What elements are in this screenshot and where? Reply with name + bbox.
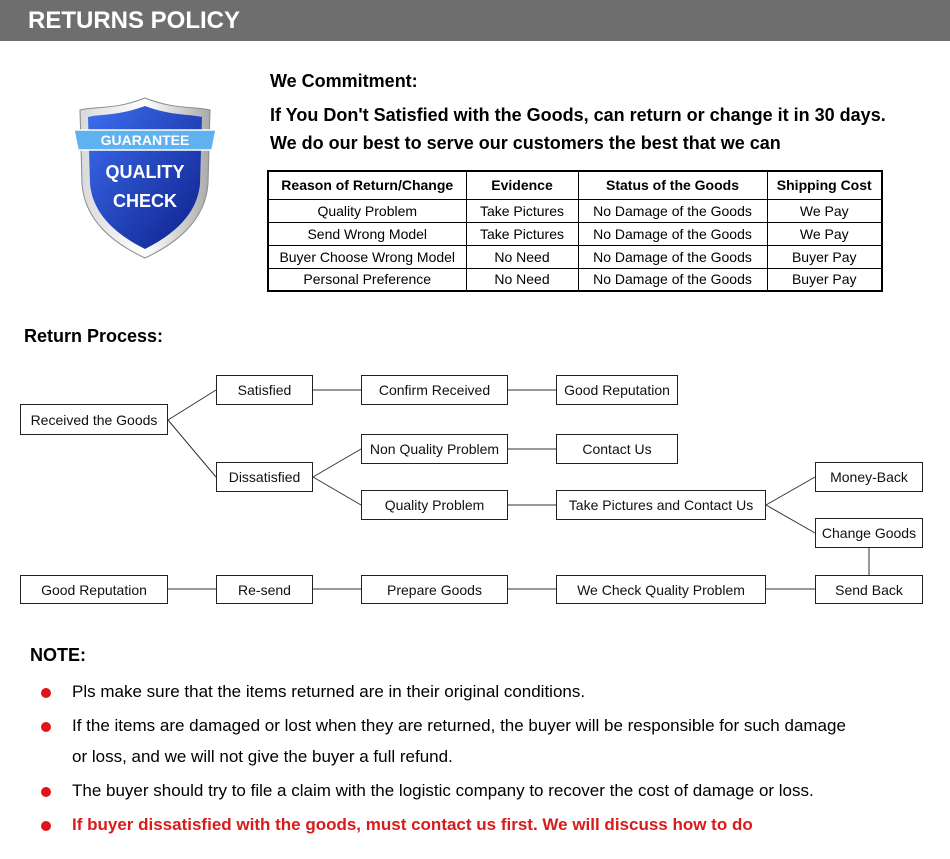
table-cell: No Need bbox=[466, 268, 578, 291]
step-money-back: Money-Back bbox=[815, 462, 923, 492]
table-cell: Quality Problem bbox=[268, 199, 466, 222]
step-we-check-quality: We Check Quality Problem bbox=[556, 575, 766, 604]
step-good-reputation: Good Reputation bbox=[556, 375, 678, 405]
note-item bbox=[30, 775, 930, 806]
table-cell: Personal Preference bbox=[268, 268, 466, 291]
table-cell: Buyer Pay bbox=[767, 245, 882, 268]
table-cell: No Damage of the Goods bbox=[578, 268, 767, 291]
commitment-line-1: If You Don't Satisfied with the Goods, can return or change it in 30 days. bbox=[270, 105, 886, 125]
badge-guarantee-text: GUARANTEE bbox=[100, 132, 190, 148]
step-send-back: Send Back bbox=[815, 575, 923, 604]
step-dissatisfied: Dissatisfied bbox=[216, 462, 313, 492]
table-cell: Take Pictures bbox=[466, 199, 578, 222]
note-text: If buyer dissatisfied with the goods, must contact us first. We will discuss how to do bbox=[72, 815, 753, 834]
notes-section bbox=[30, 645, 930, 843]
step-prepare-goods: Prepare Goods bbox=[361, 575, 508, 604]
step-re-send: Re-send bbox=[216, 575, 313, 604]
column-header: Reason of Return/Change bbox=[268, 171, 466, 199]
note-text: The buyer should try to file a claim with the logistic company to recover the cost of damage or loss. bbox=[72, 781, 814, 800]
step-non-quality-problem: Non Quality Problem bbox=[361, 434, 508, 464]
note-text: If the items are damaged or lost when they are returned, the buyer will be responsible for such damage or loss, and we will not give the buyer a full refund. bbox=[72, 716, 846, 766]
column-header: Evidence bbox=[466, 171, 578, 199]
step-good-reputation-final: Good Reputation bbox=[20, 575, 168, 604]
return-process-title: Return Process: bbox=[24, 326, 164, 346]
guarantee-shield-icon bbox=[70, 92, 220, 262]
step-change-goods: Change Goods bbox=[815, 518, 923, 548]
page-header bbox=[0, 0, 950, 41]
table-cell: No Need bbox=[466, 245, 578, 268]
table-cell: We Pay bbox=[767, 222, 882, 245]
return-policy-table bbox=[267, 170, 883, 292]
table-cell: Buyer Pay bbox=[767, 268, 882, 291]
bullet-icon bbox=[41, 821, 51, 831]
badge-check-text: CHECK bbox=[112, 191, 178, 211]
step-contact-us: Contact Us bbox=[556, 434, 678, 464]
table-cell: Take Pictures bbox=[466, 222, 578, 245]
bullet-icon bbox=[41, 722, 51, 732]
page-title: RETURNS POLICY bbox=[28, 7, 241, 34]
table-header-row bbox=[268, 171, 882, 199]
column-header: Status of the Goods bbox=[578, 171, 767, 199]
commitment-heading: We Commitment: bbox=[270, 71, 418, 91]
column-header: Shipping Cost bbox=[767, 171, 882, 199]
table-row bbox=[268, 222, 882, 245]
table-row bbox=[268, 268, 882, 291]
step-confirm-received: Confirm Received bbox=[361, 375, 508, 405]
table-row bbox=[268, 199, 882, 222]
table-cell: We Pay bbox=[767, 199, 882, 222]
note-item bbox=[30, 710, 852, 772]
note-text: Pls make sure that the items returned are in their original conditions. bbox=[72, 682, 586, 701]
note-item bbox=[30, 676, 930, 707]
table-cell: No Damage of the Goods bbox=[578, 222, 767, 245]
table-cell: No Damage of the Goods bbox=[578, 199, 767, 222]
commitment-line-2: We do our best to serve our customers the best that we can bbox=[270, 133, 781, 153]
table-cell: Buyer Choose Wrong Model bbox=[268, 245, 466, 268]
table-row bbox=[268, 245, 882, 268]
step-quality-problem: Quality Problem bbox=[361, 490, 508, 520]
step-received-goods: Received the Goods bbox=[20, 404, 168, 435]
notes-title: NOTE: bbox=[30, 645, 86, 665]
badge-quality-text: QUALITY bbox=[105, 162, 185, 182]
table-cell: Send Wrong Model bbox=[268, 222, 466, 245]
bullet-icon bbox=[41, 688, 51, 698]
note-item-warning bbox=[30, 809, 930, 840]
step-take-pictures-contact: Take Pictures and Contact Us bbox=[556, 490, 766, 520]
step-satisfied: Satisfied bbox=[216, 375, 313, 405]
bullet-icon bbox=[41, 787, 51, 797]
table-cell: No Damage of the Goods bbox=[578, 245, 767, 268]
